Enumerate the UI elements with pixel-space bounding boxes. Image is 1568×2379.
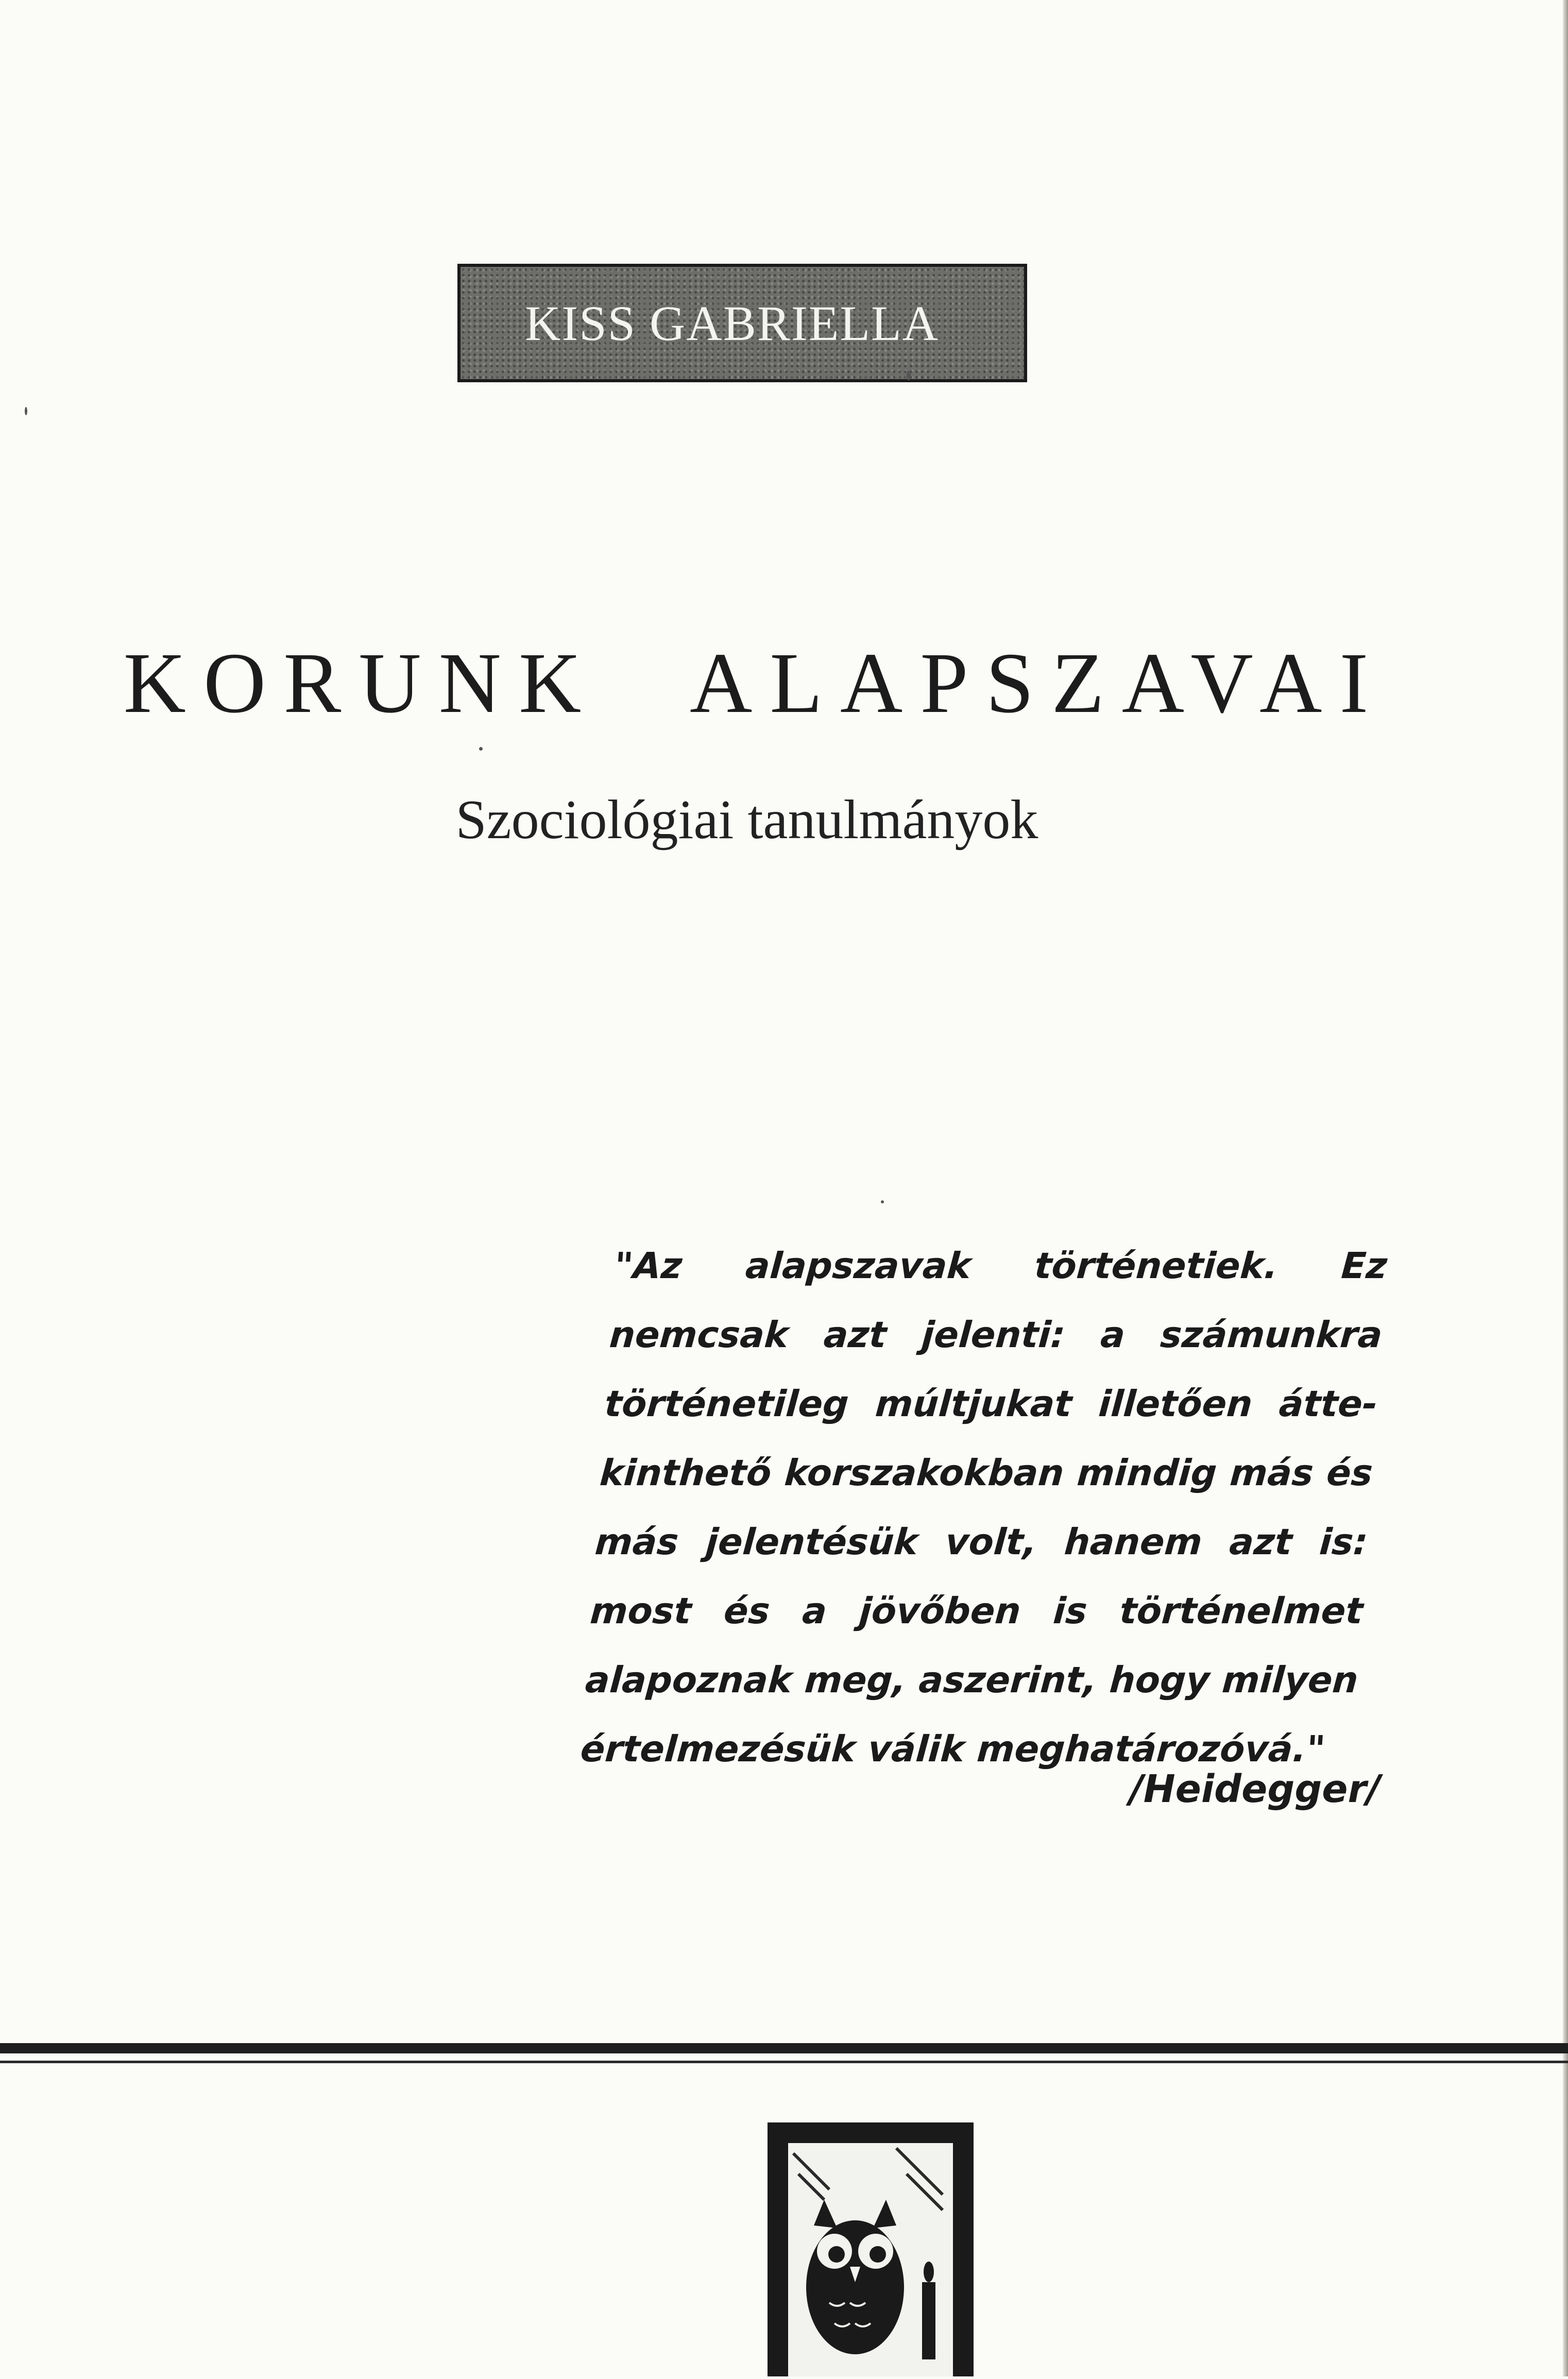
- dust-speck: [25, 407, 27, 415]
- owl-logo-icon: [768, 2112, 974, 2376]
- dust-speck: [479, 747, 483, 751]
- cover-edge-shadow: [1563, 0, 1568, 2376]
- epigraph-quote: "Az alapszavak történetiek. Ez nemcsak azt jelenti: a számunkra történetileg múltjukat illetően átte-kinthető korszakokban mindig más és más jelentésük volt, hanem azt is: most és a jövőben is történelmet alapoznak meg, aszerint, hogy milyen értelmezésük válik meghatározóvá.": [579, 1245, 1389, 1770]
- epigraph-source: /Heidegger/: [1129, 1767, 1380, 1811]
- author-name: KISS GABRIELLA: [524, 295, 939, 351]
- divider-thin: [0, 2061, 1568, 2063]
- divider-thick: [0, 2043, 1568, 2053]
- dust-speck: [881, 1200, 884, 1203]
- book-title: KORUNK ALAPSZAVAI: [123, 635, 1386, 731]
- author-banner: [457, 264, 1027, 382]
- book-subtitle: Szociológiai tanulmányok: [455, 789, 1038, 851]
- dust-speck: [907, 371, 911, 380]
